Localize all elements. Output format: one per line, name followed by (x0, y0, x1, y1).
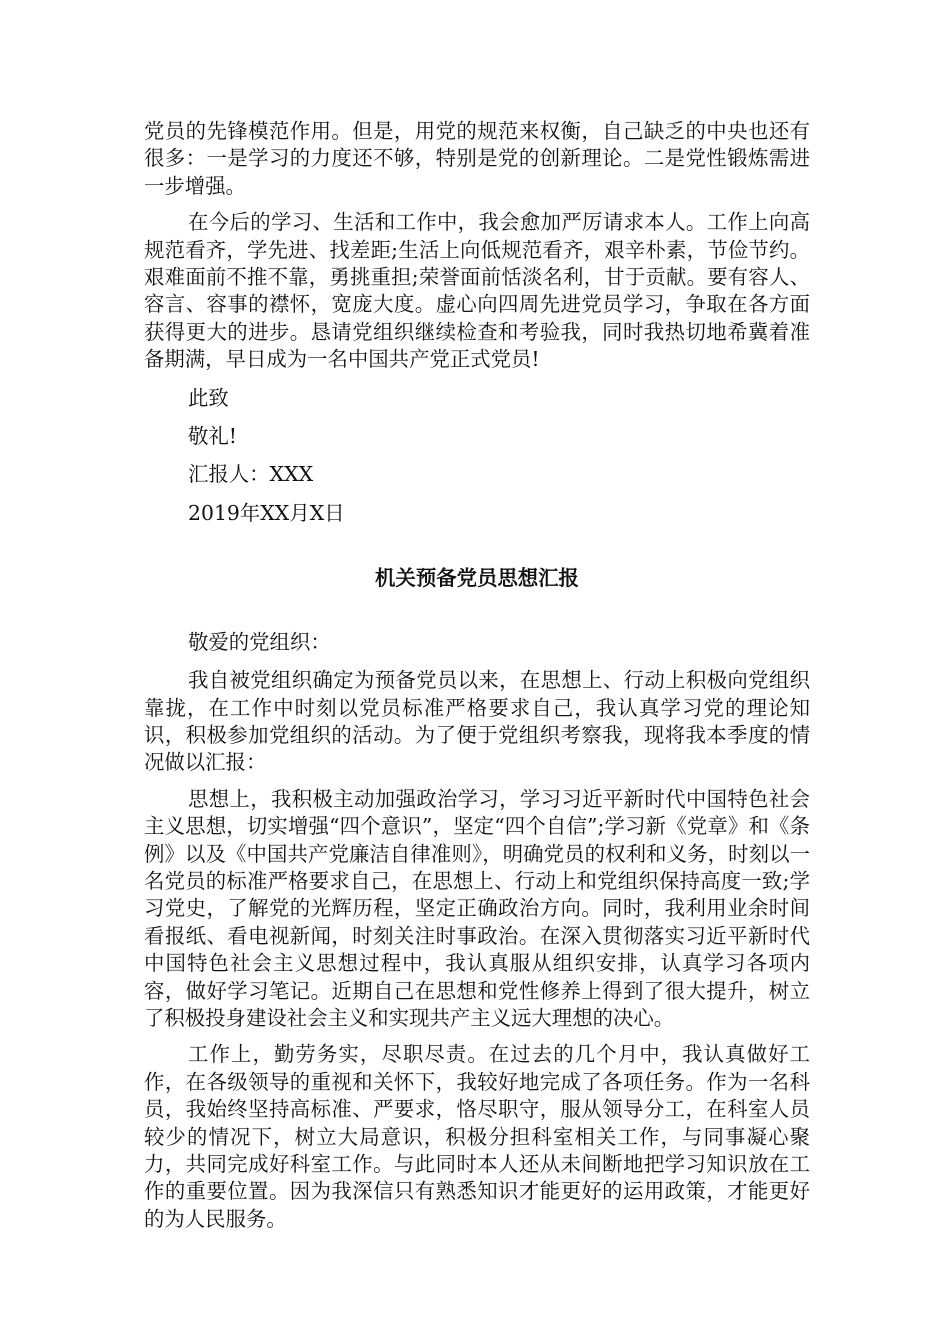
document-page (144, 118, 810, 1233)
closing-regards: 敬礼! (188, 424, 237, 449)
paragraph-continuation: 党员的先锋模范作用。但是，用党的规范来权衡，自己缺乏的中央也还有很多：一是学习的力度还不够，特别是党的创新理论。二是党性锻炼需进一步增强。 (144, 119, 810, 198)
greeting: 敬爱的党组织： (188, 629, 331, 654)
paragraph-future-plans: 在今后的学习、生活和工作中，我会愈加严厉请求本人。工作上向高规范看齐，学先进、找差距;生活上向低规范看齐，艰辛朴素，节俭节约。艰难面前不推不靠，勇挑重担;荣誉面前恬淡名利，甘于贡献。要有容人、容言、容事的襟怀，宽庞大度。虚心向四周先进党员学习，争取在各方面获得更大的进步。恳请党组织继续检查和考验我，同时我热切地希冀着准备期满，早日成为一名中国共产党正式党员! (144, 210, 810, 372)
section-title: 机关预备党员思想汇报 (375, 566, 579, 591)
closing-salutation: 此致 (188, 385, 229, 410)
paragraph-thought: 思想上，我积极主动加强政治学习，学习习近平新时代中国特色社会主义思想，切实增强“四个意识”，坚定“四个自信”;学习新《党章》和《条例》以及《中国共产党廉洁自律准则》，明确党员的权利和义务，时刻以一名党员的标准严格要求自己，在思想上、行动上和党组织保持高度一致;学习党史，了解党的光辉历程，坚定正确政治方向。同时，我利用业余时间看报纸、看电视新闻，时刻关注时事政治。在深入贯彻落实习近平新时代中国特色社会主义思想过程中，我认真服从组织安排，认真学习各项内容，做好学习笔记。近期自己在思想和党性修养上得到了很大提升，树立了积极投身建设社会主义和实现共产主义远大理想的决心。 (144, 786, 810, 1030)
paragraph-work: 工作上，勤劳务实，尽职尽责。在过去的几个月中，我认真做好工作，在各级领导的重视和关怀下，我较好地完成了各项任务。作为一名科员，我始终坚持高标准、严要求，恪尽职守，服从领导分工，在科室人员较少的情况下，树立大局意识，积极分担科室相关工作，与同事凝心聚力，共同完成好科室工作。与此同时本人还从未间断地把学习知识放在工作的重要位置。因为我深信只有熟悉知识才能更好的运用政策，才能更好的为人民服务。 (144, 1042, 810, 1231)
report-date: 2019年XX月X日 (188, 500, 345, 525)
paragraph-intro: 我自被党组织确定为预备党员以来，在思想上、行动上积极向党组织靠拢，在工作中时刻以党员标准严格要求自己，我认真学习党的理论知识，积极参加党组织的活动。为了便于党组织考察我，现将我本季度的情况做以汇报： (144, 668, 810, 775)
reporter-name: 汇报人：XXX (188, 462, 314, 487)
